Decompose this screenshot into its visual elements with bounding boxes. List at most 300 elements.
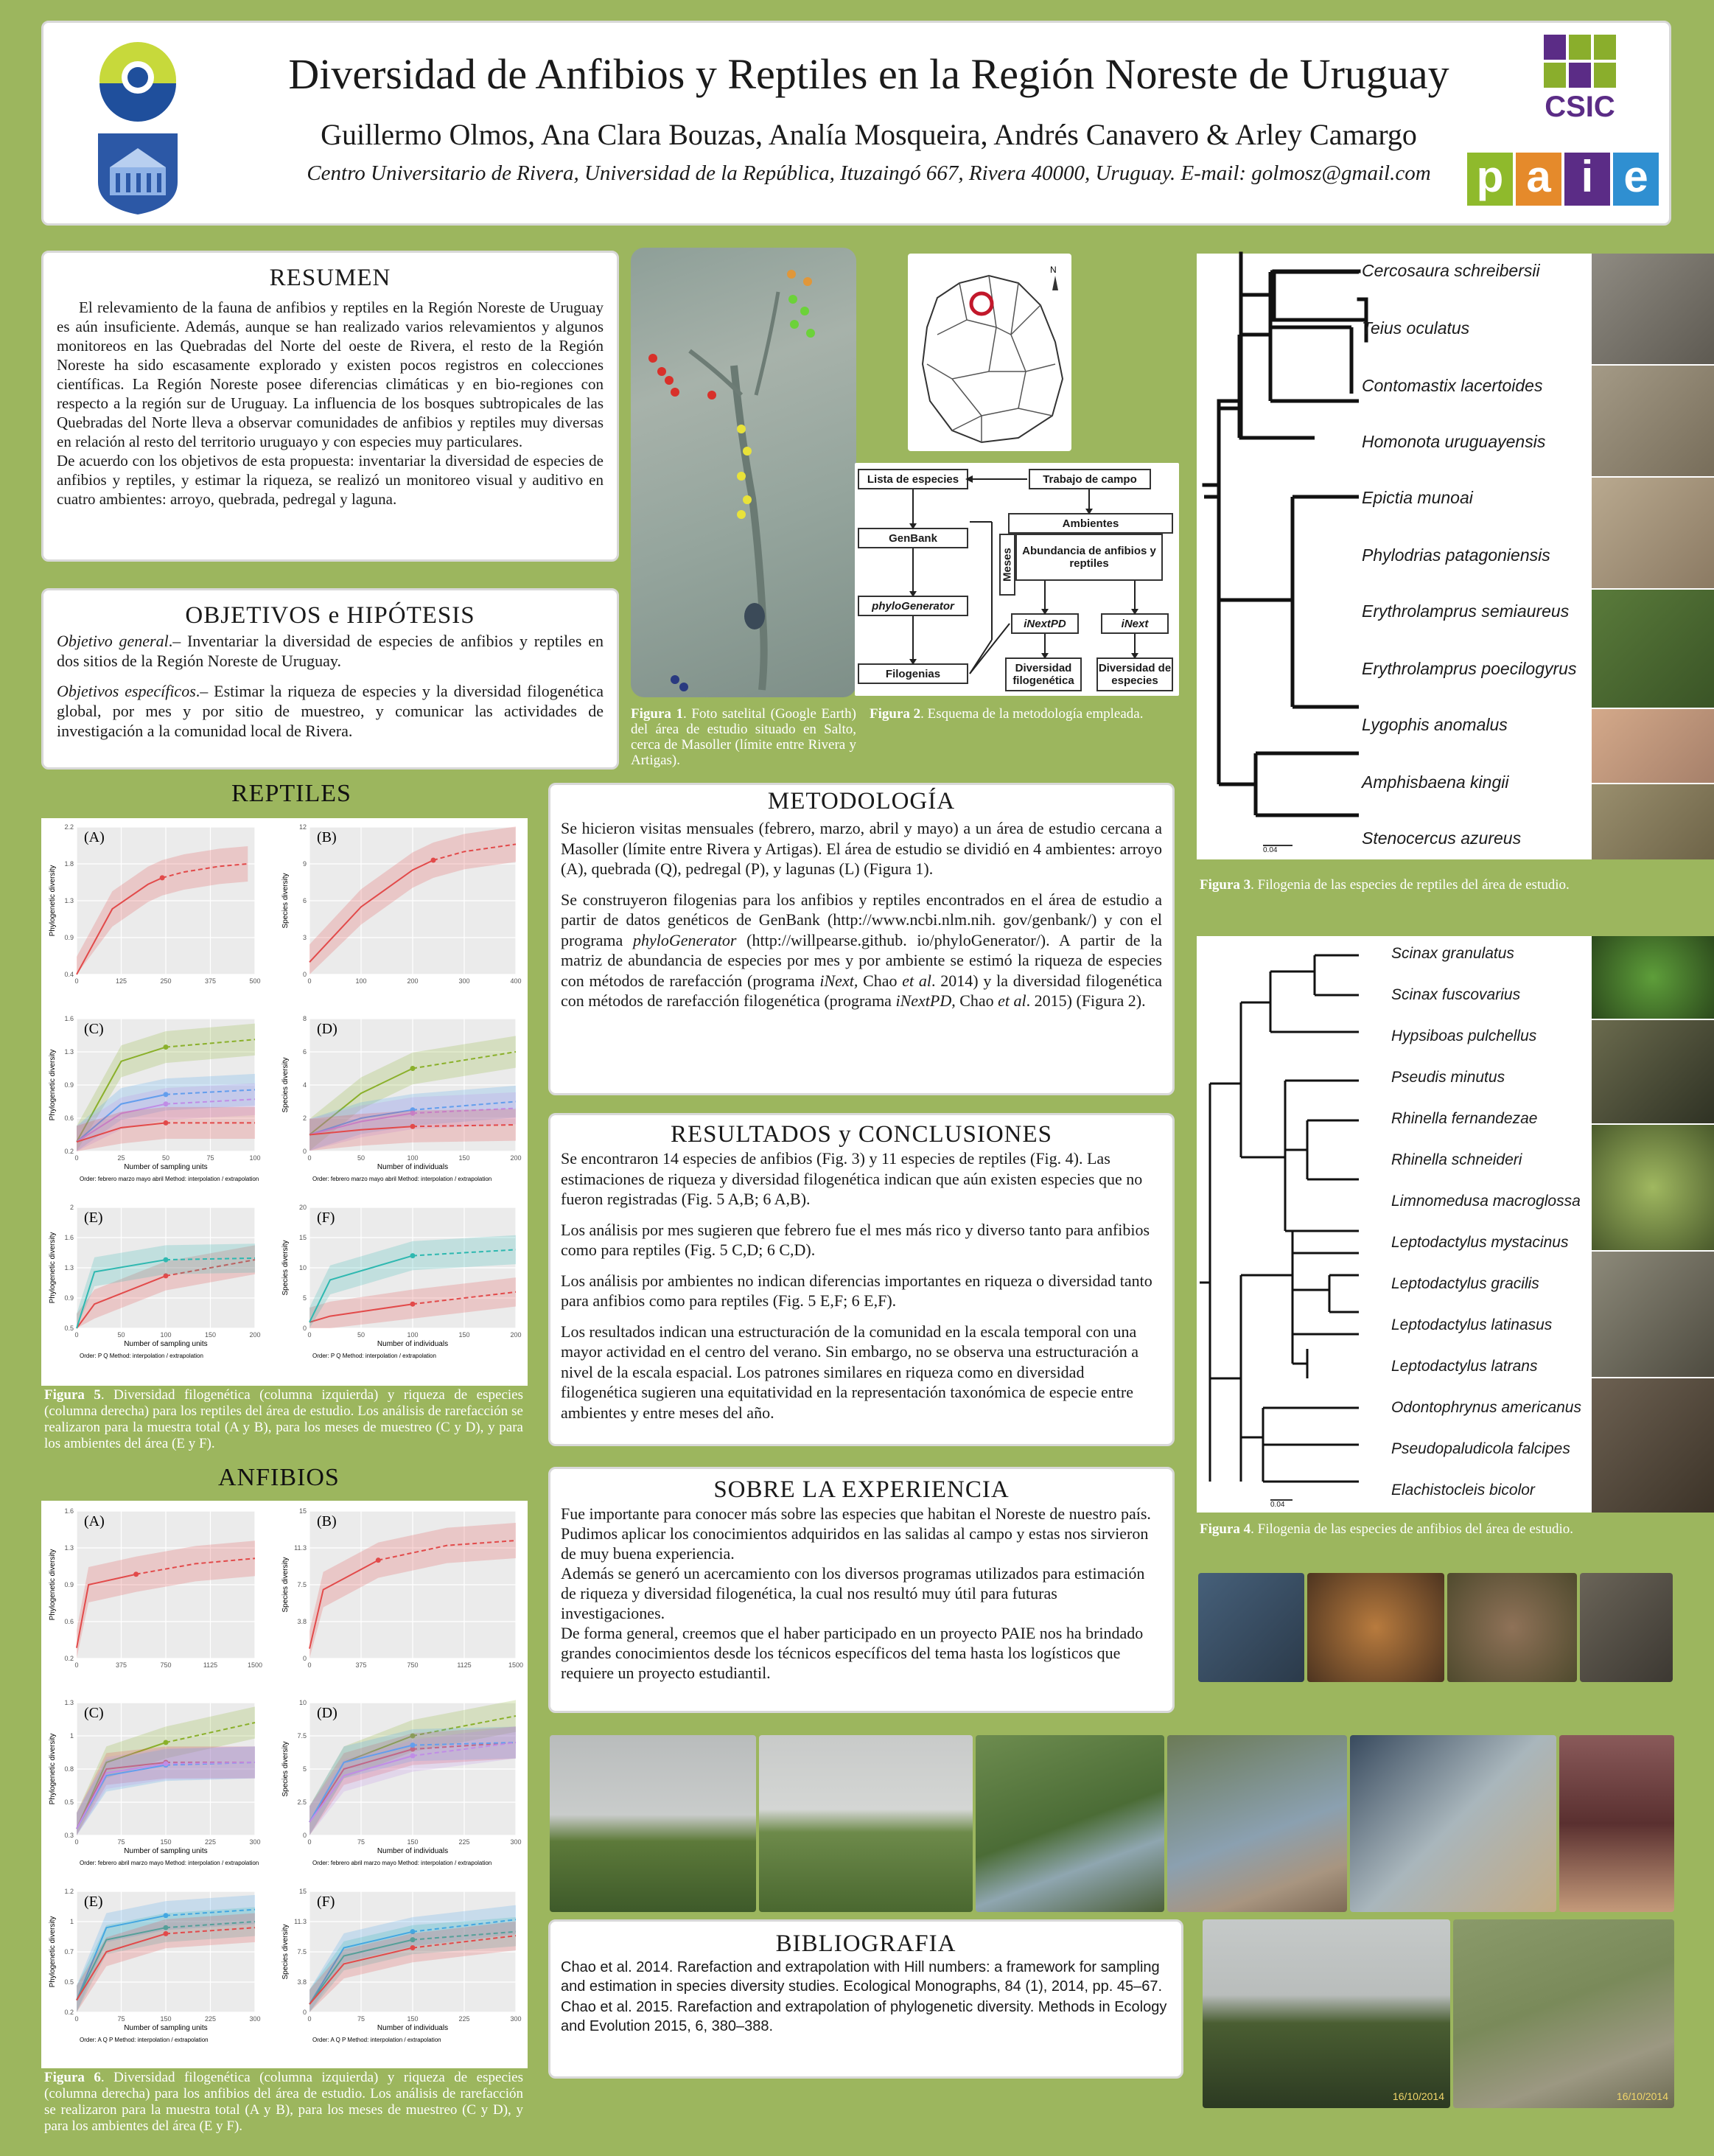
y-tick-label: 0.5 [64,1978,74,1986]
x-tick-label: 0 [74,977,79,985]
y-tick-label: 9 [302,860,307,868]
x-tick-label: 500 [249,977,261,985]
metodologia-p1: Se hicieron visitas mensuales (febrero, marzo, abril y mayo) a un área de estudio cercana a Masoller (límite entre Rivera y Artigas). El área de estudio se dividió en 4 ambientes: arroyo (A), quebrada (Q), pedregal (P), y lagunas (L) (Figura 1). [561,819,1162,878]
series-point-febrero [164,1740,169,1745]
x-tick-label: 250 [160,977,172,985]
x-tick-label: 50 [161,1154,170,1162]
y-tick-label: 0 [302,971,307,978]
flow-meses: Meses [999,534,1015,596]
x-tick-label: 150 [204,1331,217,1339]
y-tick-label: 0.2 [64,2009,74,2016]
chart-5C [46,1011,261,1185]
series-point-febrero [164,1044,169,1050]
y-tick-label: 10 [298,1699,307,1706]
legend-text: Order: febrero marzo mayo abril Method: interpolation / extrapolation [312,1176,492,1182]
fig4-label: Figura 4 [1200,1521,1251,1537]
x-tick-label: 300 [510,1838,522,1846]
metodologia-p2i: , Chao [951,991,998,1010]
x-tick-label: 1500 [508,1661,524,1669]
toad-photo-2 [1307,1573,1444,1682]
y-tick-label: 1.3 [64,1699,74,1706]
chart-svg-5C [46,1011,261,1185]
x-tick-label: 0 [74,1661,79,1669]
fig5-caption [44,1387,523,1452]
x-tick-label: 50 [357,1331,365,1339]
x-tick-label: 75 [117,2015,125,2023]
snake-photo [1592,590,1714,708]
x-tick-label: 150 [407,1838,419,1846]
y-tick-label: 0.6 [64,1618,74,1625]
y-tick-label: 0 [302,1148,307,1155]
fig1-caption [631,706,856,768]
amphibian-species-7: Leptodactylus mystacinus [1391,1234,1569,1251]
chart-title: (B) [317,829,337,845]
x-tick-label: 125 [115,977,127,985]
chart-5A [46,820,261,994]
y-axis-label: Species diversity [281,1557,290,1613]
flow-filogenias: Filogenias [858,663,968,684]
y-tick-label: 1.6 [64,1234,74,1241]
poster-affiliation: Centro Universitario de Rivera, Universidad de la República, Ituzaingó 667, Rivera 40000, Uruguay. E-mail: golmosz@gmail.com [307,161,1431,185]
photo-date-1: 16/10/2014 [1392,2090,1444,2102]
x-tick-label: 0 [74,1154,79,1162]
bibliografia-ref2: Chao et al. 2015. Rarefaction and extrapolation of phylogenetic diversity. Methods in Ecology and Evolution 2015, 6, 380–388. [561,1999,1167,2034]
y-tick-label: 15 [298,1234,307,1241]
flow-inext: iNext [1101,613,1169,634]
chart-svg-5E [46,1200,261,1362]
y-tick-label: 15 [298,1888,307,1895]
fig1-label: Figura 1 [631,706,684,722]
legend-text: Order: P Q Method: interpolation / extrapolation [80,1353,203,1359]
objetivos-body [57,631,604,741]
amphibian-species-6: Limnomedusa macroglossa [1391,1193,1581,1210]
resumen-body [57,298,604,509]
fig1-text: . Foto satelital (Google Earth) del área de estudio situado en Salto, cerca de Masoller (límite entre Rivera y Artigas). [631,706,856,768]
reptile-species-1: Teius oculatus [1362,318,1470,338]
x-tick-label: 75 [357,1838,365,1846]
amphibian-species-5: Rhinella schneideri [1391,1151,1522,1168]
y-tick-label: 1.3 [64,1048,74,1056]
series-point-Q [410,1253,416,1258]
x-tick-label: 100 [407,1154,419,1162]
x-tick-label: 50 [117,1331,125,1339]
y-tick-label: 0.9 [64,1294,74,1302]
paie-letter-p: p [1467,153,1513,206]
x-tick-label: 0 [307,1661,312,1669]
metodologia-p2c: (http://willpearse.github. io/phyloGenerator/). A partir de la matriz de abundancia de especies por mes y por ambiente se estimó la riqueza de especies con métodos de rarefacción (programa [561,930,1163,990]
y-tick-label: 3.8 [297,1978,307,1986]
csic-logo-text: CSIC [1545,91,1615,123]
university-building-icon [94,130,182,216]
chart-6C [46,1695,261,1869]
satellite-features [631,248,856,697]
fig6-caption [44,2070,523,2135]
y-tick-label: 12 [298,823,307,831]
field-photo-4 [1167,1735,1347,1912]
y-tick-label: 1.6 [64,1507,74,1515]
series-point-total [160,875,165,880]
amphisbaena-photo [1592,709,1714,783]
reptile-species-7: Erythrolamprus poecilogyrus [1362,659,1577,678]
paie-letter-i: i [1564,153,1610,206]
y-tick-label: 3.8 [297,1618,307,1625]
chart-title: (D) [317,1021,337,1037]
y-axis-label: Species diversity [281,873,290,929]
flow-divfilo: Diversidad filogenética [1005,657,1082,691]
flow-arrows [855,463,1179,696]
y-tick-label: 0 [302,1655,307,1662]
y-tick-label: 1.6 [64,1015,74,1022]
x-tick-label: 100 [355,977,367,985]
amphibian-species-4: Rhinella fernandezae [1391,1110,1538,1127]
y-tick-label: 5 [302,1294,307,1302]
x-axis-label: Number of sampling units [124,1340,208,1348]
fig3-text: . Filogenia de las especies de reptiles del área de estudio. [1250,877,1570,893]
chart-title: (A) [84,829,105,845]
y-axis-label: Phylogenetic diversity [49,1549,57,1621]
amphibian-species-11: Odontophrynus americanus [1391,1399,1581,1416]
reptile-species-5: Phylodrias patagoniensis [1362,545,1550,565]
uruguay-map [908,254,1071,451]
flow-divesp: Diversidad de especies [1096,657,1173,691]
y-tick-label: 0.2 [64,1655,74,1662]
x-tick-label: 750 [407,1661,419,1669]
field-photo-1 [550,1735,756,1912]
chart-title: (C) [84,1021,104,1037]
fig4-caption [1200,1521,1590,1538]
chart-svg-5D [279,1011,522,1185]
field-photo-5 [1350,1735,1556,1912]
objetivo-general-label: Objetivo general [57,632,169,650]
team-photo-2 [1453,1919,1674,2108]
y-tick-label: 0.9 [64,1081,74,1089]
x-tick-label: 200 [249,1331,261,1339]
legend-text: Order: febrero marzo mayo abril Method: interpolation / extrapolation [80,1176,259,1182]
amphibians-phylogeny-panel [1197,936,1714,1513]
chart-title: (D) [317,1705,337,1721]
y-tick-label: 5 [302,1765,307,1773]
photo-date-2: 16/10/2014 [1616,2090,1668,2102]
resumen-p1: El relevamiento de la fauna de anfibios y reptiles en la Región Noreste de Uruguay es aún insuficiente. Además, aunque se han realizado varios relevamientos y algunos monitoreos en las Quebradas del Norte del oeste de Rivera, el resto de la Región Noreste ha sido escasamente explorado y existen pocos registros en colecciones científicas. La Región Noreste posee diferencias climáticas y en bio-regiones con respecto a la región sur de Uruguay. La influencia de los bosques subtropicales de las Quebradas del Norte lleva a observar comunidades de anfibios y reptiles muy diversas en relación al resto del territorio uruguayo y con especies muy particulares. [57,299,604,450]
reptiles-heading: REPTILES [231,780,351,807]
y-tick-label: 2 [69,1204,74,1211]
fig2-label: Figura 2 [870,706,921,722]
y-tick-label: 1.2 [64,1888,74,1895]
y-axis-label: Species diversity [281,1741,290,1797]
fig5-text: . Diversidad filogenética (columna izquierda) y riqueza de especies (columna derecha) para los reptiles del área de estudio. Los análisis de rarefacción se realizaron para la muestra total (A y B), para los meses de muestreo (C y D), y para los ambientes del área (E y F). [44,1387,523,1451]
x-tick-label: 300 [458,977,470,985]
metodologia-p2f: et al [902,971,932,990]
x-tick-label: 750 [160,1661,172,1669]
y-tick-label: 0.4 [64,971,74,978]
x-tick-label: 25 [117,1154,125,1162]
x-tick-label: 50 [357,1154,365,1162]
y-tick-label: 0.7 [64,1948,74,1956]
experiencia-body [561,1504,1162,1683]
series-point-febrero [410,1066,416,1071]
y-tick-label: 0.9 [64,1581,74,1588]
x-tick-label: 150 [458,1154,470,1162]
lizard-photo-3 [1592,478,1714,588]
reptile-species-0: Cercosaura schreibersii [1362,261,1540,280]
series-point-abril [410,1124,416,1129]
y-tick-label: 15 [298,1507,307,1515]
y-tick-label: 1 [69,1918,74,1925]
y-tick-label: 1.3 [64,1544,74,1552]
chart-6D [279,1695,522,1869]
x-tick-label: 75 [117,1838,125,1846]
x-tick-label: 0 [307,1154,312,1162]
field-photo-2 [759,1735,973,1912]
experiencia-panel [548,1467,1175,1713]
metodologia-panel [548,783,1175,1095]
x-tick-label: 0 [307,1331,312,1339]
flow-trabajo: Trabajo de campo [1029,469,1151,489]
legend-text: Order: febrero abril marzo mayo Method: interpolation / extrapolation [80,1860,259,1866]
chart-svg-6D [279,1695,522,1869]
objetivos-panel [41,588,619,770]
y-tick-label: 0.9 [64,934,74,941]
chart-svg-5F [279,1200,522,1362]
y-tick-label: 7.5 [297,1732,307,1740]
reptile-species-8: Lygophis anomalus [1362,715,1508,734]
y-tick-label: 1 [69,1732,74,1740]
fig2-caption [870,706,1194,722]
bibliografia-body [561,1958,1171,2036]
x-tick-label: 200 [510,1331,522,1339]
legend-text: Order: febrero abril marzo mayo Method: interpolation / extrapolation [312,1860,492,1866]
reptile-species-4: Epictia munoai [1362,488,1473,507]
y-tick-label: 10 [298,1264,307,1271]
x-tick-label: 100 [160,1331,172,1339]
series-point-abril [164,1120,169,1126]
fig5-label: Figura 5 [44,1387,101,1403]
y-tick-label: 0.6 [64,1114,74,1122]
x-tick-label: 0 [74,1838,79,1846]
series-point-total [376,1557,381,1563]
series-point-total [431,858,436,863]
series-point-P [410,1945,416,1950]
x-tick-label: 150 [160,1838,172,1846]
x-tick-label: 150 [407,2015,419,2023]
bibliografia-title: BIBLIOGRAFIA [775,1930,956,1957]
resultados-p4: Los resultados indican una estructuración de la comunidad en la escala temporal con una mayor actividad en el centro del verano. Sin embargo, no se observa una estructuración a nivel de la escala espacial. Los patrones similares en riqueza como en diversidad filogenética sugieren una equitatividad en la representación taxonómica de especie entre ambientes y entre meses del año. [561,1322,1138,1422]
frog-photo-1 [1592,936,1714,1019]
y-tick-label: 0 [302,1325,307,1332]
lizard-photo-2 [1592,366,1714,476]
y-tick-label: 3 [302,934,307,941]
x-tick-label: 1125 [457,1661,472,1669]
map-panel [908,254,1071,451]
x-tick-label: 0 [307,977,312,985]
experiencia-p3: De forma general, creemos que el haber participado en un proyecto PAIE nos ha brindado grandes conocimientos desde los técnicos específicos del tema hasta los logísticos que requiere un proyecto estudiantil. [561,1624,1144,1682]
metodologia-p2e: Chao [858,971,903,990]
field-photo-3 [976,1735,1164,1912]
x-tick-label: 75 [206,1154,214,1162]
y-tick-label: 1.8 [64,860,74,868]
x-tick-label: 100 [407,1331,419,1339]
y-tick-label: 11.3 [294,1918,307,1925]
y-tick-label: 2.2 [64,823,74,831]
chart-6F [279,1884,522,2046]
y-tick-label: 0 [302,2009,307,2016]
csic-logo-icon [1539,33,1620,89]
y-axis-label: Species diversity [281,1240,290,1296]
metodologia-p2g: . 2014) y la diversidad filogenética con métodos de rarefacción filogenética (programa [561,971,1162,1010]
x-tick-label: 225 [204,1838,217,1846]
x-tick-label: 225 [458,2015,470,2023]
metodologia-p2h: iNextPD [895,991,952,1010]
chart-svg-6C [46,1695,261,1869]
bibliografia-ref1: Chao et al. 2014. Rarefaction and extrapolation with Hill numbers: a framework for sampling and estimation in species diversity studies. Ecological Monographs, 84 (1), 2014, pp. 45–67. [561,1959,1163,1995]
udelar-logo-icon [94,39,182,122]
toad-photo-1 [1198,1573,1304,1682]
chart-svg-6A [46,1504,261,1678]
reptile-scale-bar: 0.04 [1263,845,1293,854]
flowchart-panel [855,463,1179,696]
anfibios-heading: ANFIBIOS [218,1464,340,1491]
resultados-title: RESULTADOS y CONCLUSIONES [670,1121,1053,1148]
paie-letter-e: e [1613,153,1659,206]
x-tick-label: 1125 [203,1661,218,1669]
chart-title: (E) [84,1894,103,1910]
objetivos-especificos-text: .– Estimar la riqueza de especies y la diversidad filogenética global, por mes y por sitio de muestreo, y comunicar las actividades de investigación a la comunidad local de Rivera. [57,682,604,740]
amphibian-species-10: Leptodactylus latrans [1391,1358,1538,1375]
y-tick-label: 0.3 [64,1832,74,1839]
reptiles-phylogeny-panel [1197,254,1714,859]
y-tick-label: 0.2 [64,1148,74,1155]
x-tick-label: 0 [307,2015,312,2023]
reptile-species-10: Stenocercus azureus [1362,828,1522,848]
fig3-caption [1200,877,1590,893]
y-tick-label: 20 [298,1204,307,1211]
poster-title: Diversidad de Anfibios y Reptiles en la Región Noreste de Uruguay [288,50,1449,98]
metodologia-p2j: et al [998,991,1026,1010]
y-tick-label: 0 [302,1832,307,1839]
objetivos-title: OBJETIVOS e HIPÓTESIS [185,602,475,629]
x-tick-label: 75 [357,2015,365,2023]
y-tick-label: 1.3 [64,897,74,904]
amphibian-species-1: Scinax fuscovarius [1391,986,1521,1003]
x-tick-label: 225 [458,1838,470,1846]
resultados-body [561,1148,1162,1423]
x-axis-label: Number of sampling units [124,1163,208,1171]
chart-title: (C) [84,1705,104,1721]
amphibian-species-8: Leptodactylus gracilis [1391,1275,1539,1292]
y-axis-label: Species diversity [281,1057,290,1113]
field-photo-6 [1559,1735,1674,1912]
y-axis-label: Species diversity [281,1924,290,1980]
metodologia-p2k: . 2015) (Figura 2). [1026,991,1146,1010]
poster-authors: Guillermo Olmos, Ana Clara Bouzas, Analía Mosqueira, Andrés Canavero & Arley Camargo [321,118,1417,151]
y-tick-label: 0.8 [64,1765,74,1773]
x-axis-label: Number of individuals [377,2024,449,2032]
y-tick-label: 2 [302,1114,307,1122]
series-point-mayo [164,1101,169,1106]
series-point-P [410,1302,416,1307]
x-tick-label: 150 [458,1331,470,1339]
series-point-mayo [164,1761,169,1766]
x-tick-label: 0 [307,1838,312,1846]
x-tick-label: 200 [407,977,419,985]
chart-svg-5B [279,820,522,994]
series-point-total [133,1571,139,1577]
series-point-mayo [410,1754,416,1759]
flow-lista: Lista de especies [858,469,968,489]
header-panel [41,21,1671,226]
paie-letter-a: a [1516,153,1561,206]
resultados-p1: Se encontraron 14 especies de anfibios (Fig. 3) y 11 especies de reptiles (Fig. 4). Las estimaciones de riqueza y diversidad filogenética indican que aún existen especies que no fueron registradas (Fig. 5 A,B; 6 A,B). [561,1149,1143,1208]
x-tick-label: 400 [510,977,522,985]
y-axis-label: Phylogenetic diversity [49,1733,57,1805]
resumen-panel [41,251,619,562]
chart-5E [46,1200,261,1362]
y-tick-label: 0.5 [64,1799,74,1806]
amphibian-species-9: Leptodactylus latinasus [1391,1316,1553,1333]
x-tick-label: 0 [74,2015,79,2023]
x-tick-label: 375 [355,1661,367,1669]
lizard-photo-1 [1592,254,1714,364]
toad-photo-4 [1580,1573,1673,1682]
paie-logo [1467,153,1659,206]
team-photo-1 [1203,1919,1450,2108]
reptile-species-6: Erythrolamprus semiaureus [1362,601,1570,621]
resumen-p2: De acuerdo con los objetivos de esta propuesta: inventariar la diversidad de especies de anfibios y reptiles, y estimar la riqueza, se realizó un monitoreo visual y auditivo en cuatro ambientes: arroyo, quebrada, pedregal y laguna. [57,452,604,508]
reptile-species-9: Amphisbaena kingii [1362,772,1509,792]
resumen-title: RESUMEN [269,265,391,291]
flow-genbank: GenBank [858,528,968,548]
chart-svg-6B [279,1504,522,1678]
flow-inextpd: iNextPD [1011,613,1079,634]
x-tick-label: 300 [249,2015,261,2023]
metodologia-p2b: phyloGenerator [632,930,737,949]
metodologia-p2a: Se construyeron filogenias para los anfibios y reptiles encontrados en el área de estudio a partir de datos genéticos de GenBank (http://www.ncbi.nlm.nih. gov/genbank/) y con el programa [561,890,1162,949]
metodologia-body [561,818,1162,1011]
x-tick-label: 200 [510,1154,522,1162]
frog-photo-2 [1592,1020,1714,1123]
frog-photo-5 [1592,1378,1714,1513]
stenocercus-photo [1592,784,1714,859]
chart-title: (F) [317,1210,335,1226]
x-axis-label: Number of individuals [377,1163,449,1171]
y-axis-label: Phylogenetic diversity [49,1916,57,1988]
satellite-photo [631,248,856,697]
experiencia-p1: Fue importante para conocer más sobre las especies que habitan el Noreste de nuestro país. Pudimos aplicar los conocimientos adquiridos en las salidas al campo y estas nos sirvieron de muy buena experiencia. [561,1504,1151,1563]
series-point-P [164,1931,169,1936]
y-tick-label: 11.3 [294,1544,307,1552]
amphibian-scale-bar: 0.04 [1270,1499,1293,1509]
flow-abundancia: Abundancia de anfibios y reptiles [1015,534,1163,581]
reptile-species-2: Contomastix lacertoides [1362,376,1543,395]
chart-6B [279,1504,522,1678]
amphibian-species-3: Pseudis minutus [1391,1069,1505,1086]
metodologia-p2 [561,890,1162,1011]
chart-title: (E) [84,1210,103,1226]
fig6-label: Figura 6 [44,2070,101,2085]
legend-text: Order: P Q Method: interpolation / extrapolation [312,1353,436,1359]
chart-5B [279,820,522,994]
x-tick-label: 225 [204,2015,217,2023]
frog-photo-3 [1592,1125,1714,1250]
x-tick-label: 0 [74,1331,79,1339]
fig2-text: . Esquema de la metodología empleada. [920,706,1144,722]
reptile-species-3: Homonota uruguayensis [1362,432,1546,451]
y-tick-label: 4 [302,1081,307,1089]
amphibian-species-0: Scinax granulatus [1391,945,1514,962]
fig6-text: . Diversidad filogenética (columna izquierda) y riqueza de especies (columna derecha) para los anfibios del área de estudio. Los análisis de rarefacción se realizaron para la muestra total (A y B), para los meses de muestreo (C y D), y para los ambientes del área (E y F). [44,2070,523,2134]
fig3-label: Figura 3 [1200,877,1251,893]
toad-photo-3 [1447,1573,1577,1682]
